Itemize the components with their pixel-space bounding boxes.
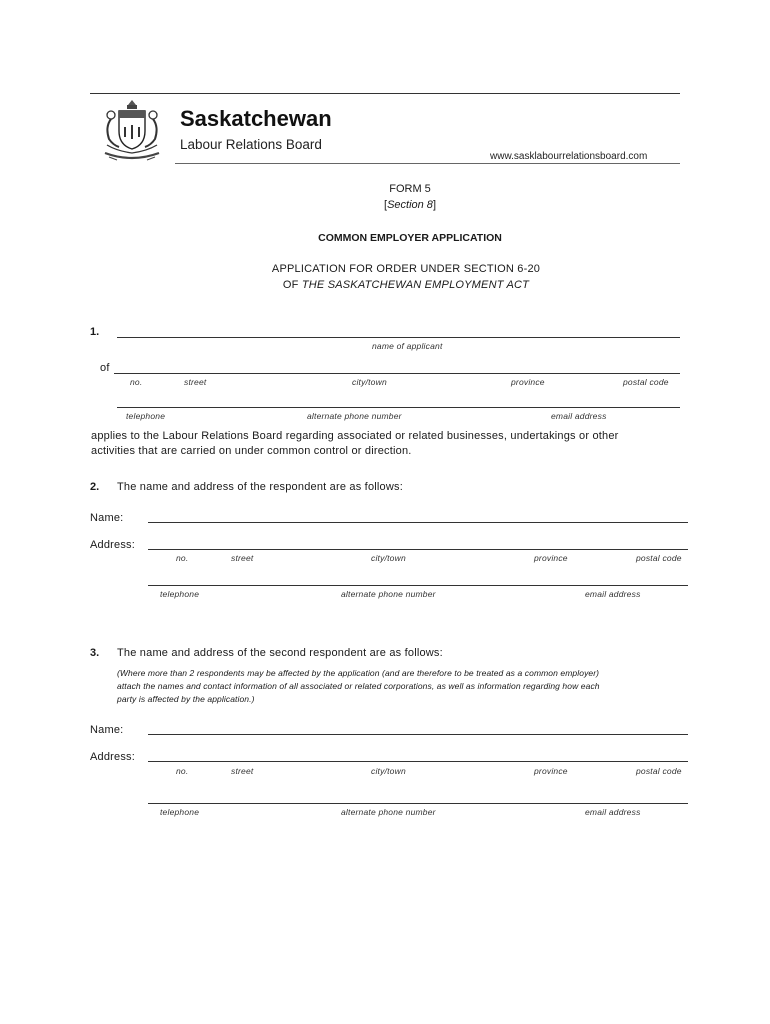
section-2-number: 2. [90, 481, 100, 493]
section-3-note-line-2: attach the names and contact information of all associated or related corporations, as well as information regarding how each [117, 681, 600, 691]
caption-telephone: telephone [126, 411, 166, 421]
caption-postal-code: postal code [636, 766, 682, 776]
header-top-rule [90, 93, 680, 94]
applicant-name-caption: name of applicant [372, 341, 443, 351]
second-respondent-address-field[interactable] [148, 761, 688, 762]
section-close-bracket: ] [432, 199, 436, 211]
caption-city-town: city/town [352, 377, 387, 387]
caption-province: province [511, 377, 545, 387]
form-number: FORM 5 [389, 183, 431, 195]
caption-street: street [231, 766, 254, 776]
section-2-text: The name and address of the respondent are as follows: [117, 481, 403, 493]
caption-city-town: city/town [371, 553, 406, 563]
act-name: THE SASKATCHEWAN EMPLOYMENT ACT [301, 279, 530, 291]
section-3-note-line-3: party is affected by the application.) [117, 694, 255, 704]
second-respondent-contact-field[interactable] [148, 803, 688, 804]
applies-text-line-2: activities that are carried on under common control or direction. [91, 445, 412, 457]
caption-no: no. [176, 553, 189, 563]
org-subtitle: Labour Relations Board [180, 137, 322, 152]
of-label: of [100, 362, 110, 374]
applies-text-line-1: applies to the Labour Relations Board regarding associated or related businesses, undertakings or other [91, 430, 619, 442]
caption-telephone: telephone [160, 807, 200, 817]
caption-no: no. [130, 377, 143, 387]
caption-alt-phone: alternate phone number [341, 807, 436, 817]
section-ref: Section 8 [387, 199, 433, 211]
header-bottom-rule [175, 163, 680, 164]
respondent-address-label: Address: [90, 539, 136, 551]
coat-of-arms-logo [101, 97, 163, 163]
caption-email: email address [551, 411, 607, 421]
respondent-address-field[interactable] [148, 549, 688, 550]
caption-no: no. [176, 766, 189, 776]
website-link[interactable]: www.sasklabourrelationsboard.com [490, 151, 648, 162]
org-name: Saskatchewan [180, 106, 332, 131]
section-3-note-line-1: (Where more than 2 respondents may be affected by the application (and are therefore to be treated as a common employer) [117, 668, 600, 678]
caption-province: province [534, 766, 568, 776]
section-3-text: The name and address of the second respondent are as follows: [117, 647, 443, 659]
caption-street: street [231, 553, 254, 563]
caption-email: email address [585, 589, 641, 599]
caption-postal-code: postal code [636, 553, 682, 563]
caption-province: province [534, 553, 568, 563]
second-respondent-address-label: Address: [90, 751, 136, 763]
section-1-number: 1. [90, 326, 100, 338]
section-3-number: 3. [90, 647, 100, 659]
respondent-name-label: Name: [90, 512, 124, 524]
second-respondent-name-label: Name: [90, 724, 124, 736]
caption-street: street [184, 377, 207, 387]
section-open-bracket: [ [384, 199, 388, 211]
subtitle-prefix: OF [282, 279, 302, 291]
second-respondent-name-field[interactable] [148, 734, 688, 735]
caption-postal-code: postal code [623, 377, 669, 387]
form-section-ref [0, 199, 770, 211]
form-subtitle-2 [0, 279, 770, 291]
applicant-contact-field[interactable] [117, 407, 680, 408]
caption-telephone: telephone [160, 589, 200, 599]
caption-email: email address [585, 807, 641, 817]
caption-alt-phone: alternate phone number [307, 411, 402, 421]
caption-alt-phone: alternate phone number [341, 589, 436, 599]
applicant-name-field[interactable] [117, 337, 680, 338]
form-title: COMMON EMPLOYER APPLICATION [318, 232, 502, 244]
respondent-name-field[interactable] [148, 522, 688, 523]
form-subtitle-1: APPLICATION FOR ORDER UNDER SECTION 6-20 [271, 263, 541, 275]
applicant-address-field[interactable] [114, 373, 680, 374]
caption-city-town: city/town [371, 766, 406, 776]
respondent-contact-field[interactable] [148, 585, 688, 586]
